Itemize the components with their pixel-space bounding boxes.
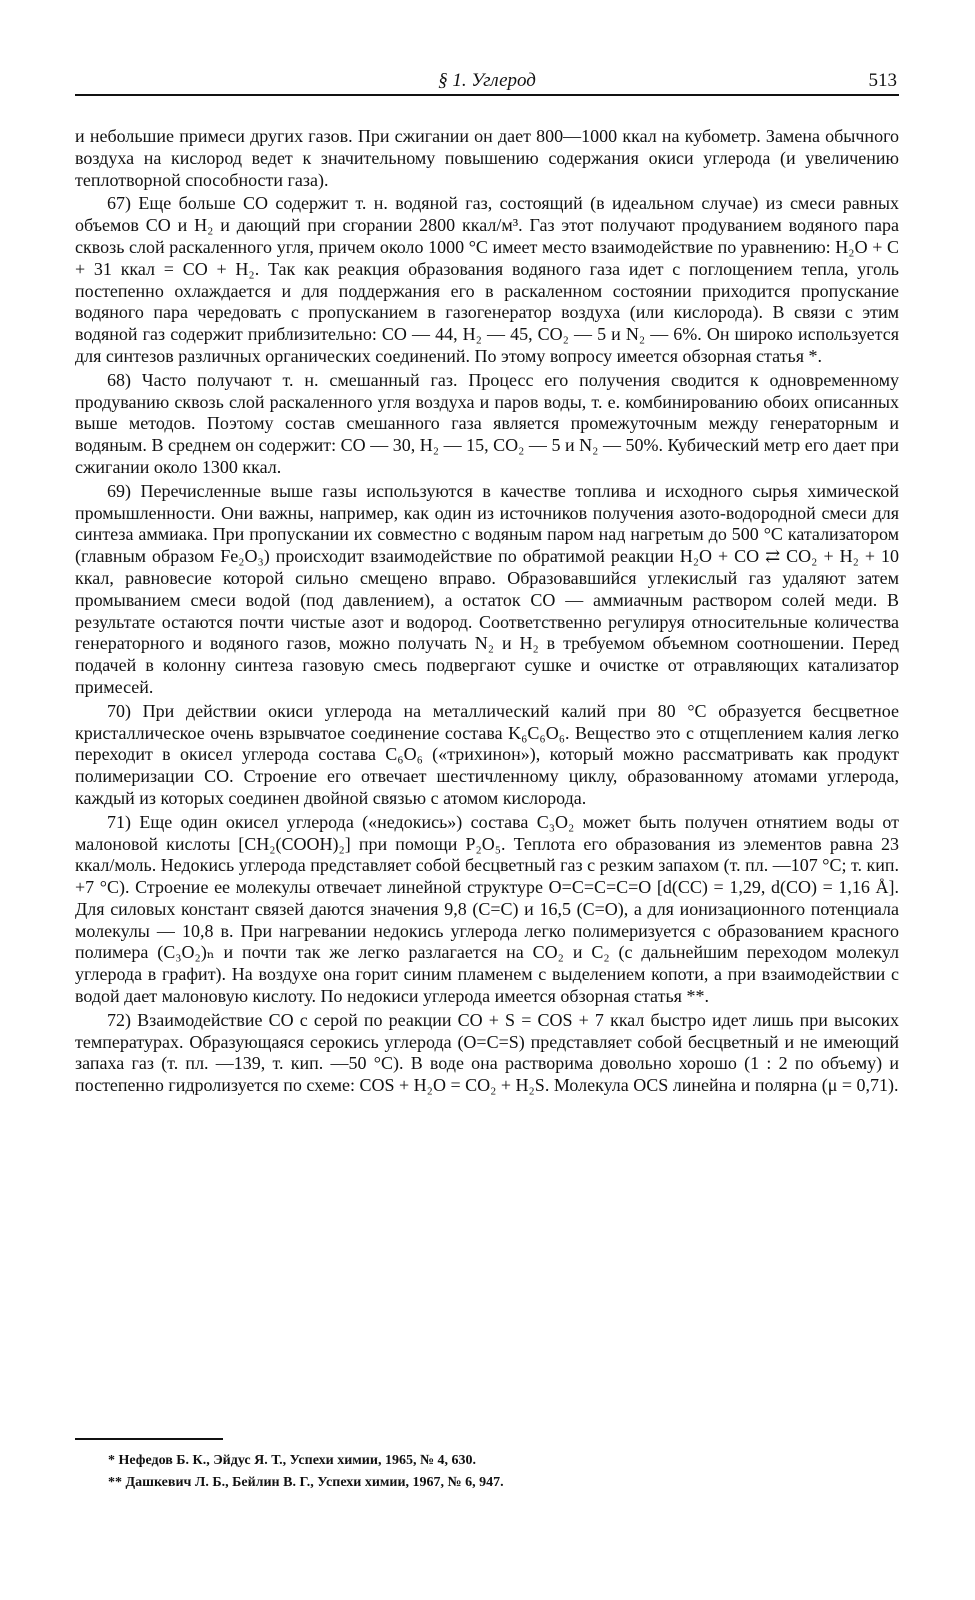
paragraph-71: 71) Еще один окисел углерода («недокись») состава C₃O₂ может быть получен отнятием воды от малоновой кислоты [CH₂(COOH)₂] при помощи P₂O₅. Теплота его образования из элементов равна 23 ккал/моль. Недокись углерода представляет собой бесцветный газ с резким запахом (т. пл. —107 °C; т. кип. +7 °C). Строение ее молекулы отвечает линейной структуре O=C=C=C=O [d(CC) = 1,29, d(CO) = 1,16 Å]. Для силовых констант связей даются значения 9,8 (C=C) и 16,5 (C=O), а для ионизационного потенциала молекулы — 10,8 в. При нагревании недокись углерода легко полимеризуется с образованием красного полимера (C₃O₂)ₙ и почти так же легко разлагается на CO₂ и C₂ (с дальнейшим переходом молекул углерода в графит). На воздухе она горит синим пламенем с выделением копоти, а при взаимодействии с водой дает малоновую кислоту. По недокиси углерода имеется обзорная статья **. bbox=[75, 811, 899, 1007]
page-number: 513 bbox=[868, 70, 897, 91]
footnotes bbox=[108, 1450, 898, 1494]
paragraph-69: 69) Перечисленные выше газы используются в качестве топлива и исходного сырья химической промышленности. Они важны, например, как один из источников получения азото-водородной смеси для синтеза аммиака. При пропускании их совместно с водяным паром над нагретым до 500 °C катализатором (главным образом Fe₂O₃) происходит взаимодействие по обратимой реакции H₂O + CO ⇄ CO₂ + H₂ + 10 ккал, равновесие которой сильно смещено вправо. Образовавшийся углекислый газ удаляют затем промыванием смеси водой (под давлением), а остаток CO — аммиачным раствором солей меди. В результате остаются почти чистые азот и водород. Соответственно регулируя относительные количества генераторного и водяного газов, можно получать N₂ и H₂ в требуемом объемном соотношении. Перед подачей в колонну синтеза газовую смесь подвергают сушке и очистке от отравляющих катализатор примесей. bbox=[75, 480, 899, 697]
footnote-2: ** Дашкевич Л. Б., Бейлин В. Г., Успехи химии, 1967, № 6, 947. bbox=[108, 1475, 504, 1490]
footnote-1: * Нефедов Б. К., Эйдус Я. Т., Успехи химии, 1965, № 4, 630. bbox=[108, 1453, 477, 1468]
paragraph-72: 72) Взаимодействие CO с серой по реакции CO + S = COS + 7 ккал быстро идет лишь при высоких температурах. Образующаяся серокись углерода (O=C=S) представляет собой бесцветный и не имеющий запаха газ (т. пл. —139, т. кип. —50 °C). В воде она растворима довольно хорошо (1 : 2 по объему) и постепенно гидролизуется по схеме: COS + H₂O = CO₂ + H₂S. Молекула OCS линейна и полярна (μ = 0,71). bbox=[75, 1009, 899, 1096]
paragraph-continuation: и небольшие примеси других газов. При сжигании он дает 800—1000 ккал на кубометр. Замена обычного воздуха на кислород ведет к значительному повышению содержания окиси углерода (и увеличению теплотворной способности газа). bbox=[75, 126, 899, 190]
footnote-rule bbox=[75, 1438, 223, 1440]
paragraph-67: 67) Еще больше CO содержит т. н. водяной газ, состоящий (в идеальном случае) из смеси равных объемов CO и H₂ и дающий при сгорании 2800 ккал/м³. Газ этот получают продуванием водяного пара сквозь слой раскаленного угля, причем около 1000 °C имеет место взаимодействие по уравнению: H₂O + C + 31 ккал = CO + H₂. Так как реакция образования водяного газа идет с поглощением тепла, уголь постепенно охлаждается и для поддержания его в раскаленном состоянии приходится пропускание водяного пара чередовать с пропусканием в газогенератор воздуха (или кислорода). В связи с этим водяной газ содержит приблизительно: CO — 44, H₂ — 45, CO₂ — 5 и N₂ — 6%. Он широко используется для синтезов различных органических соединений. По этому вопросу имеется обзорная статья *. bbox=[75, 193, 899, 366]
running-header bbox=[75, 68, 899, 96]
body-text bbox=[75, 126, 899, 1099]
section-title: § 1. Углерод bbox=[438, 70, 536, 91]
paragraph-68: 68) Часто получают т. н. смешанный газ. Процесс его получения сводится к одновременному продуванию сквозь слой раскаленного угля воздуха и паров воды, т. е. комбинированию обоих описанных выше методов. Поэтому состав смешанного газа является промежуточным между генераторным и водяным. В среднем он содержит: CO — 30, H₂ — 15, CO₂ — 5 и N₂ — 50%. Кубический метр его дает при сжигании около 1300 ккал. bbox=[75, 369, 899, 477]
paragraph-70: 70) При действии окиси углерода на металлический калий при 80 °C образуется бесцветное кристаллическое очень взрывчатое соединение состава K₆C₆O₆. Вещество это с отщеплением калия легко переходит в окисел углерода состава C₆O₆ («трихинон»), который можно рассматривать как продукт полимеризации CO. Строение его отвечает шестичленному циклу, образованному атомами углерода, каждый из которых соединен двойной связью с атомом кислорода. bbox=[75, 700, 899, 808]
